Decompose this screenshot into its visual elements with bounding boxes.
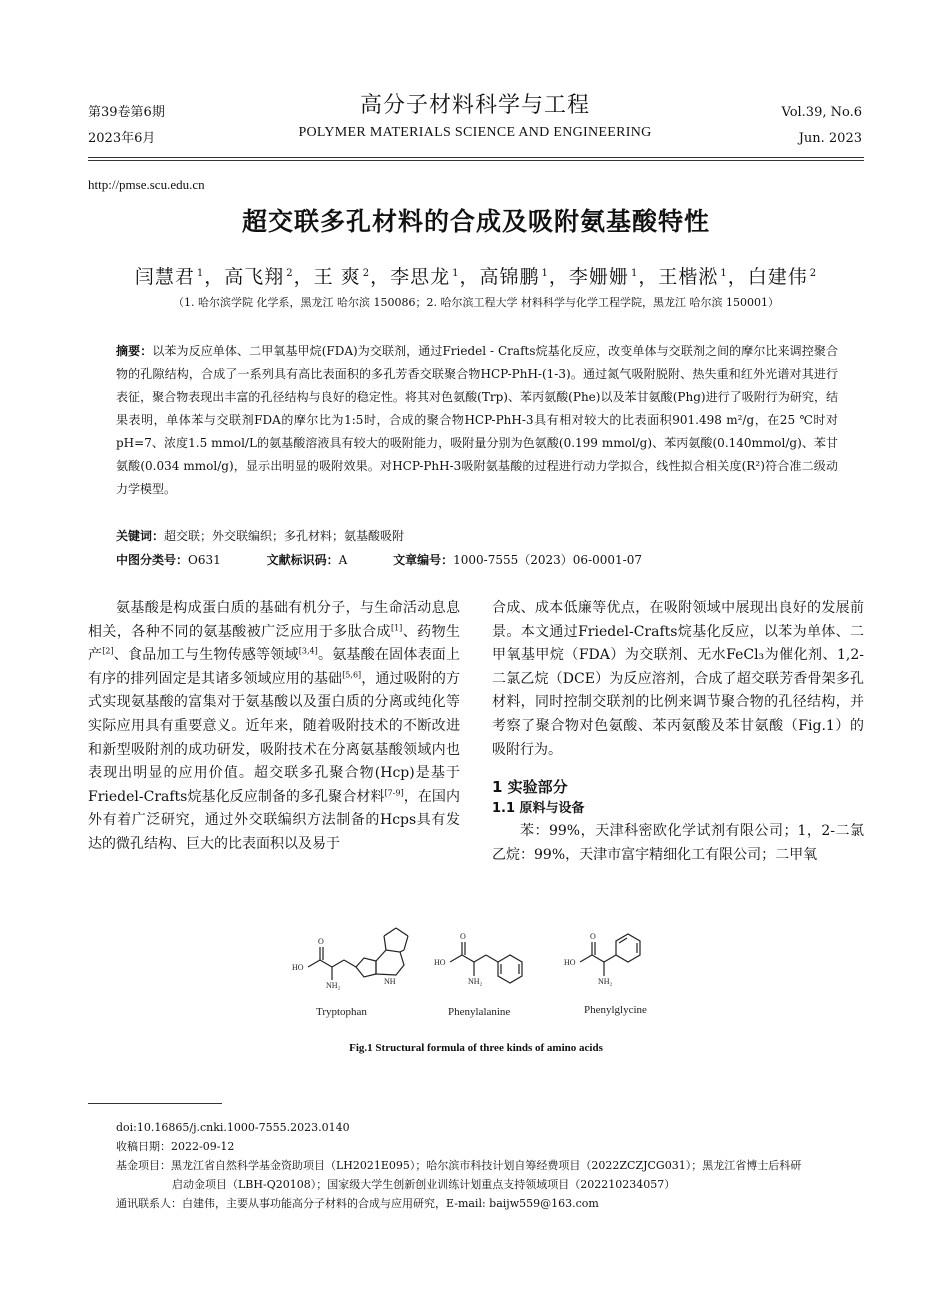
volume-cn: 第39卷第6期	[88, 105, 165, 120]
author-separator: ，	[459, 266, 480, 288]
intro-paragraph	[88, 597, 460, 857]
tryptophan-structure	[308, 928, 408, 980]
phg-ho-label: HO	[564, 958, 576, 967]
author-affiliation-marker: 1	[630, 267, 639, 279]
doi[interactable]: doi:10.16865/j.cnki.1000-7555.2023.0140	[116, 1121, 350, 1134]
author-affiliation-marker: 2	[286, 267, 294, 279]
author-separator: ，	[293, 266, 314, 288]
phg-o-label: O	[590, 932, 596, 941]
author-affiliation-marker: 1	[541, 267, 549, 279]
phenylalanine-label: Phenylalanine	[448, 1006, 511, 1018]
figure-1	[280, 920, 670, 1030]
author-affiliation-marker: 1	[720, 267, 728, 279]
phe-ho-label: HO	[434, 958, 446, 967]
paragraph-text: 、食品加工与生物传感等领域	[113, 647, 299, 664]
trp-o-label: O	[318, 937, 324, 946]
citation-ref[interactable]: [2]	[102, 646, 114, 656]
paper-title: 超交联多孔材料的合成及吸附氨基酸特性	[241, 207, 710, 236]
citation-ref[interactable]: [3,4]	[298, 646, 318, 656]
author-name: 高飞翔	[224, 266, 285, 288]
journal-header	[200, 92, 750, 146]
author-name: 李姗姗	[568, 266, 629, 288]
clc-label: 中图分类号：	[116, 553, 189, 567]
amino-acid-structures	[280, 920, 670, 1030]
paragraph-text: 。氨基酸在固体表面上有序的排列固定是其诸多领域应用的基础	[88, 647, 461, 687]
funding-line-2: 启动金项目（LBH-Q20108）；国家级大学生创新创业训练计划重点支持领域项目（202210234057）	[172, 1178, 676, 1191]
paragraph-text: ，通过吸附的方式实现氨基酸的富集对于氨基酸以及蛋白质的分离或纯化等实际应用具有重要意义。近年来，随着吸附技术的不断改进和新型吸附剂的成功研发，吸附技术在分离氨基酸领域内也表现出明显的应用价值。超交联多孔聚合物(Hcp)是基于Friedel-Crafts烷基化反应制备的多孔聚合材料	[88, 670, 461, 805]
figure-caption: Fig.1 Structural formula of three kinds of amino acids	[349, 1042, 603, 1054]
header-rule	[88, 157, 864, 158]
intro-paragraph-continued: 合成、成本低廉等优点，在吸附领域中展现出良好的发展前景。本文通过Friedel-Crafts烷基化反应，以苯为单体、二甲氧基甲烷（FDA）为交联剂、无水FeCl₃为催化剂、1,2-二氯乙烷（DCE）为反应溶剂，合成了超交联芳香骨架多孔材料，同时控制交联剂的比例来调节聚合物的孔径结构，并考察了聚合物对色氨酸、苯丙氨酸及苯甘氨酸（Fig.1）的吸附行为。	[492, 600, 864, 758]
materials-paragraph: 苯：99%，天津科密欧化学试剂有限公司；1，2-二氯乙烷：99%，天津市富宇精细化工有限公司；二甲氧	[492, 823, 864, 863]
citation-ref[interactable]: [1]	[390, 622, 403, 632]
keywords-label: 关键词：	[116, 529, 165, 543]
affiliations: （1. 哈尔滨学院 化学系，黑龙江 哈尔滨 150086；2. 哈尔滨工程大学 材料科学与化学工程学院，黑龙江 哈尔滨 150001）	[173, 296, 779, 309]
journal-name-cn: 高分子材料科学与工程	[359, 93, 590, 118]
header-rule-double	[88, 160, 864, 161]
header-right	[782, 100, 863, 152]
footnote-rule	[88, 1103, 222, 1104]
phenylglycine-label: Phenylglycine	[584, 1004, 647, 1016]
author-name: 李思龙	[390, 266, 451, 288]
author-name: 高锦鹏	[479, 266, 540, 288]
trp-ho-label: HO	[292, 963, 304, 972]
trp-nh2-label: NH₂	[326, 981, 341, 990]
phenylglycine-structure	[580, 934, 640, 976]
date-cn: 2023年6月	[88, 131, 156, 146]
citation-ref[interactable]: [7-9]	[384, 788, 404, 798]
body-left-column	[88, 597, 460, 857]
tryptophan-label: Tryptophan	[316, 1006, 367, 1018]
phg-nh2-label: NH₂	[598, 977, 613, 986]
journal-url[interactable]: http://pmse.scu.edu.cn	[88, 177, 205, 192]
keywords-text: 超交联；外交联编织；多孔材料；氨基酸吸附	[164, 529, 405, 543]
author-name: 王楷淞	[658, 266, 719, 288]
author-affiliation-marker: 2	[809, 267, 818, 279]
paragraph-text: 、药物生产	[88, 623, 461, 664]
author-separator: ，	[727, 266, 748, 288]
clc-value: O631	[188, 553, 221, 567]
article-number-label: 文章编号：	[393, 553, 454, 567]
received-date: 收稿日期：2022-09-12	[116, 1140, 235, 1153]
author-name: 白建伟	[747, 266, 808, 288]
author-affiliation-marker: 2	[362, 267, 371, 279]
author-affiliation-marker: 1	[196, 267, 205, 279]
citation-ref[interactable]: [5,6]	[342, 670, 362, 680]
phe-o-label: O	[460, 932, 466, 941]
classification-line	[116, 550, 838, 570]
section-heading-1: 1 实验部分	[492, 778, 568, 797]
header-left	[88, 100, 165, 152]
trp-nh-label: NH	[384, 977, 396, 986]
journal-name-en: POLYMER MATERIALS SCIENCE AND ENGINEERING	[298, 125, 652, 140]
doc-code-label: 文献标识码：	[266, 553, 339, 567]
volume-en: Vol.39, No.6	[781, 105, 862, 120]
abstract-label: 摘要：	[116, 344, 153, 358]
author-separator: ，	[548, 266, 569, 288]
footnotes	[116, 1118, 866, 1213]
corresponding-author: 通讯联系人：白建伟，主要从事功能高分子材料的合成与应用研究，E-mail: baijw559@163.com	[116, 1197, 599, 1210]
author-list	[88, 262, 864, 289]
author-separator: ，	[204, 266, 225, 288]
paragraph-text: ，在国内外有着广泛研究，通过外交联编织方法制备的Hcps具有发达的微孔结构、巨大的比表面积以及易于	[88, 788, 461, 852]
funding-line-1: 基金项目：黑龙江省自然科学基金资助项目（LH2021E095）；哈尔滨市科技计划自筹经费项目（2022ZCZJCG031）；黑龙江省博士后科研	[116, 1159, 802, 1172]
author-separator: ，	[370, 266, 391, 288]
article-number-value: 1000-7555（2023）06-0001-07	[453, 553, 642, 567]
paragraph-text: 氨基酸是构成蛋白质的基础有机分子，与生命活动息息相关，各种不同的氨基酸被广泛应用于多肽合成	[88, 600, 460, 640]
author-affiliation-marker: 1	[452, 267, 460, 279]
abstract-text: 以苯为反应单体、二甲氧基甲烷(FDA)为交联剂，通过Friedel - Crafts烷基化反应，改变单体与交联剂之间的摩尔比来调控聚合物的孔隙结构，合成了一系列具有高比表面积的多孔芳香交联聚合物HCP-PhH-(1-3)。通过氮气吸附脱附、热失重和红外光谱对其进行表征，聚合物表现出丰富的孔径结构与良好的稳定性。将其对色氨酸(Trp)、苯丙氨酸(Phe)以及苯甘氨酸(Phg)进行了吸附行为研究，结果表明，单体苯与交联剂FDA的摩尔比为1:5时，合成的聚合物HCP-PhH-3具有相对较大的比表面积901.498 m²/g，在25 ℃时对pH=7、浓度1.5 mmol/L的氨基酸溶液具有较大的吸附能力，吸附量分别为色氨酸(0.199 mmol/g)、苯丙氨酸(0.140mmol/g)、苯甘氨酸(0.034 mmol/g)，显示出明显的吸附效果。对HCP-PhH-3吸附氨基酸的过程进行动力学拟合，线性拟合相关度(R²)符合准二级动力学模型。	[116, 344, 838, 496]
phenylalanine-structure	[450, 942, 522, 983]
phe-nh2-label: NH₂	[468, 977, 483, 986]
section-heading-1-1: 1.1 原料与设备	[492, 801, 585, 817]
author-name: 闫慧君	[134, 266, 195, 288]
abstract	[116, 340, 838, 501]
keywords	[116, 526, 838, 546]
author-separator: ，	[638, 266, 659, 288]
author-name: 王 爽	[313, 266, 361, 288]
date-en: Jun. 2023	[798, 131, 862, 146]
body-right-column	[492, 597, 864, 867]
doc-code-value: A	[338, 553, 348, 567]
